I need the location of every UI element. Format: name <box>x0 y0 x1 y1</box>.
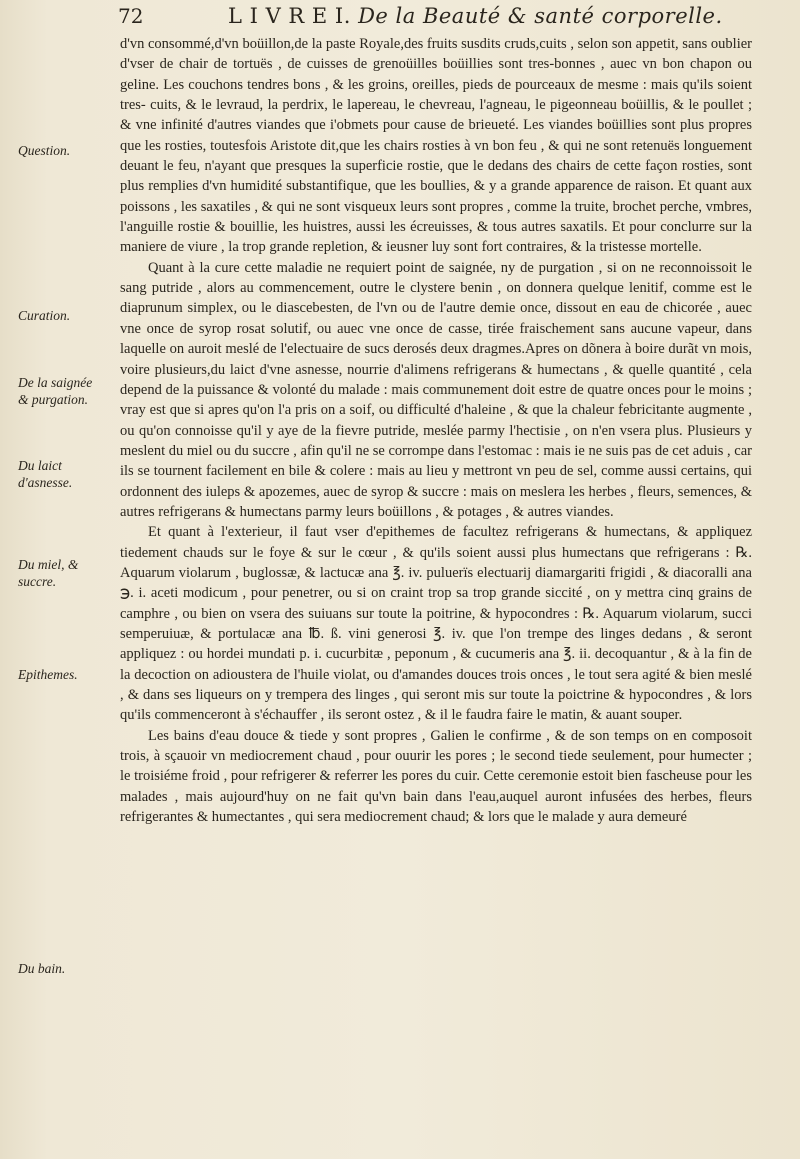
body-text <box>120 34 752 827</box>
margin-note-miel: Du miel, & succre. <box>18 557 79 589</box>
page-number: 72 <box>118 4 144 28</box>
page-header <box>100 4 760 30</box>
paragraph-exterieur: Et quant à l'exterieur, il faut vser d'epithemes de facultez refrigerans & humectans, & appliquez tiedement chauds sur le foye & sur le cœur , & qu'ils soient aussi plus humectans que refrigerans : ℞. Aquarum violarum , buglossæ, & lactucæ ana ℥. iv. puluerïs electuarij diamargariti frigidi , & diacoralli ana ℈. i. aceti modicum , pour penetrer, ou si on craint trop sa trop grande siccité , on y mettra cinq grains de camphre , ou bien on vsera des suiuans sur toute la poitrine, & hypocondres : ℞. Aquarum violarum, succi semperuiuæ, & portulacæ ana ℔. ß. vini generosi ℥. iv. que l'on trempe des linges dedans , & seront appliquez : ou hordei mundati p. i. cucurbitæ , peponum , & cucumeris ana ℥. ii. decoquantur , & à la fin de la decoction on adioustera de l'huile violat, ou d'amandes douces trois onces , le tout sera agité & bien meslé , & dans ses liqueurs on y trempera des linges , qui seront mis sur toute la poictrine & hypocondres , & lors qu'ils commenceront à s'échauffer , ils seront ostez , & il le faudra faire le matin, & auant souper. <box>120 524 752 724</box>
margin-note-curation: Curation. <box>18 308 71 323</box>
paragraph-bains: Les bains d'eau douce & tiede y sont propres , Galien le confirme , & de son temps on en composoit trois, à sçauoir vn mediocrement chaud , pour ouurir les pores ; le second tiede seulement, pour humecter ; le troisiéme froid , pour refrigerer & referrer les pores du cuir. Cette ceremonie estoit bien fascheuse pour les malades , mais aujourd'huy on ne fait qu'vn bain dans l'eau,auquel auront infusées des herbes, fleurs refrigerantes & humectantes , qui sera mediocrement chaud; & lors que le malade y aura demeuré <box>120 727 752 826</box>
margin-note-bain: Du bain. <box>18 961 66 976</box>
margin-note-question: Question. <box>18 143 71 158</box>
margin-note-laict: Du laict d'asnesse. <box>18 458 73 490</box>
margin-note-saignee: De la saignée & purgation. <box>18 375 93 407</box>
running-head-book: L I V R E I. <box>228 4 351 28</box>
paragraph-regimen: d'vn consommé,d'vn boüillon,de la paste Royale,des fruits susdits cruds,cuits , selon son appetit, sans oublier d'vser de chair de tortuës , de cuisses de grenoüilles boüillies sont tres-bonnes , auec vn bon chapon ou geline. Les couchons tendres bons , & les groins, oreilles, pieds de pourceaux de mesme : mais qu'ils soient tres- cuits, & le levraud, la perdrix, le lapereau, le chevreau, l'agneau, le pigeonneau boüillis, & le poullet ; & vne infinité d'autres viandes que i'obmets pour cause de brieueté. Les viandes boüillies sont plus propres que les rosties, toutesfois Aristote dit,que les chairs rosties à vn bon feu , & qui ne sont retenuës longuement deuant le feu, n'ayant que presques la superficie rostie, que le dedans des chairs de cette façon rosties, sont plus remplies d'vn humidité substantifique, que les boullies, & y a grande apparence de raison. Et quant aux poissons , les saxatiles , & qui ne sont visqueux leurs sont propres , comme la truite, brochet perche, vmbres, l'anguille rostie & bouillie, les huistres, aussi les écreuisses, & tous autres saxatils. Et pour conclurre sur la maniere de viure , la trop grande repletion, & ieusner luy sont fort contraires, & la tristesse mortelle. <box>120 36 752 256</box>
running-head <box>228 4 723 28</box>
margin-note-epithemes: Epithemes. <box>18 667 78 682</box>
paragraph-cure: Quant à la cure cette maladie ne requiert point de saignée, ny de purgation , si on ne reconnoissoit le sang putride , alors au commencement, outre le clystere benin , on donnera quelque lenitif, comme est le diaprunum simplex, ou le diascebesten, de l'vn ou de l'autre demie once, dissout en eau de chicorée , auec vne once de syrop rosat solutif, ou auec vne once de casse, tirée fraischement sans aucune vapeur, dans laquelle on auroit meslé de l'electuaire de sucs derosés deux dragmes.Apres on dõnera à boire durãt vn mois, voire plusieurs,du laict d'vne asnesse, nourrie d'alimens refrigerans & humectans , & quelle quantité , cela depend de la puissance & volonté du malade : mais communement doit estre de quatre onces pour le moins ; vray est que si apres qu'on l'a pris on a soif, ou difficulté d'haleine , & que la chaleur febricitante augmente , ou qu'on connoisse qu'il y aye de la fievre putride, meslée parmy l'hectisie , on n'en vsera plus. Plusieurs y meslent du miel ou du succre , afin qu'il ne se corrompe dans l'estomac : mais ie ne suis pas de cet aduis , car ils se tournent facilement en bile & colere : mais au lieu y mettront vn peu de sel, comme aussi certains, qui ordonnent des iuleps & apozemes, auec de syrop & succre : mais on meslera les herbes , fleurs, semences, & autres refrigerans & humectans parmy leurs boüillons , & potages , & autres viandes. <box>120 259 752 520</box>
running-head-title: De la Beauté & santé corporelle. <box>358 4 723 28</box>
